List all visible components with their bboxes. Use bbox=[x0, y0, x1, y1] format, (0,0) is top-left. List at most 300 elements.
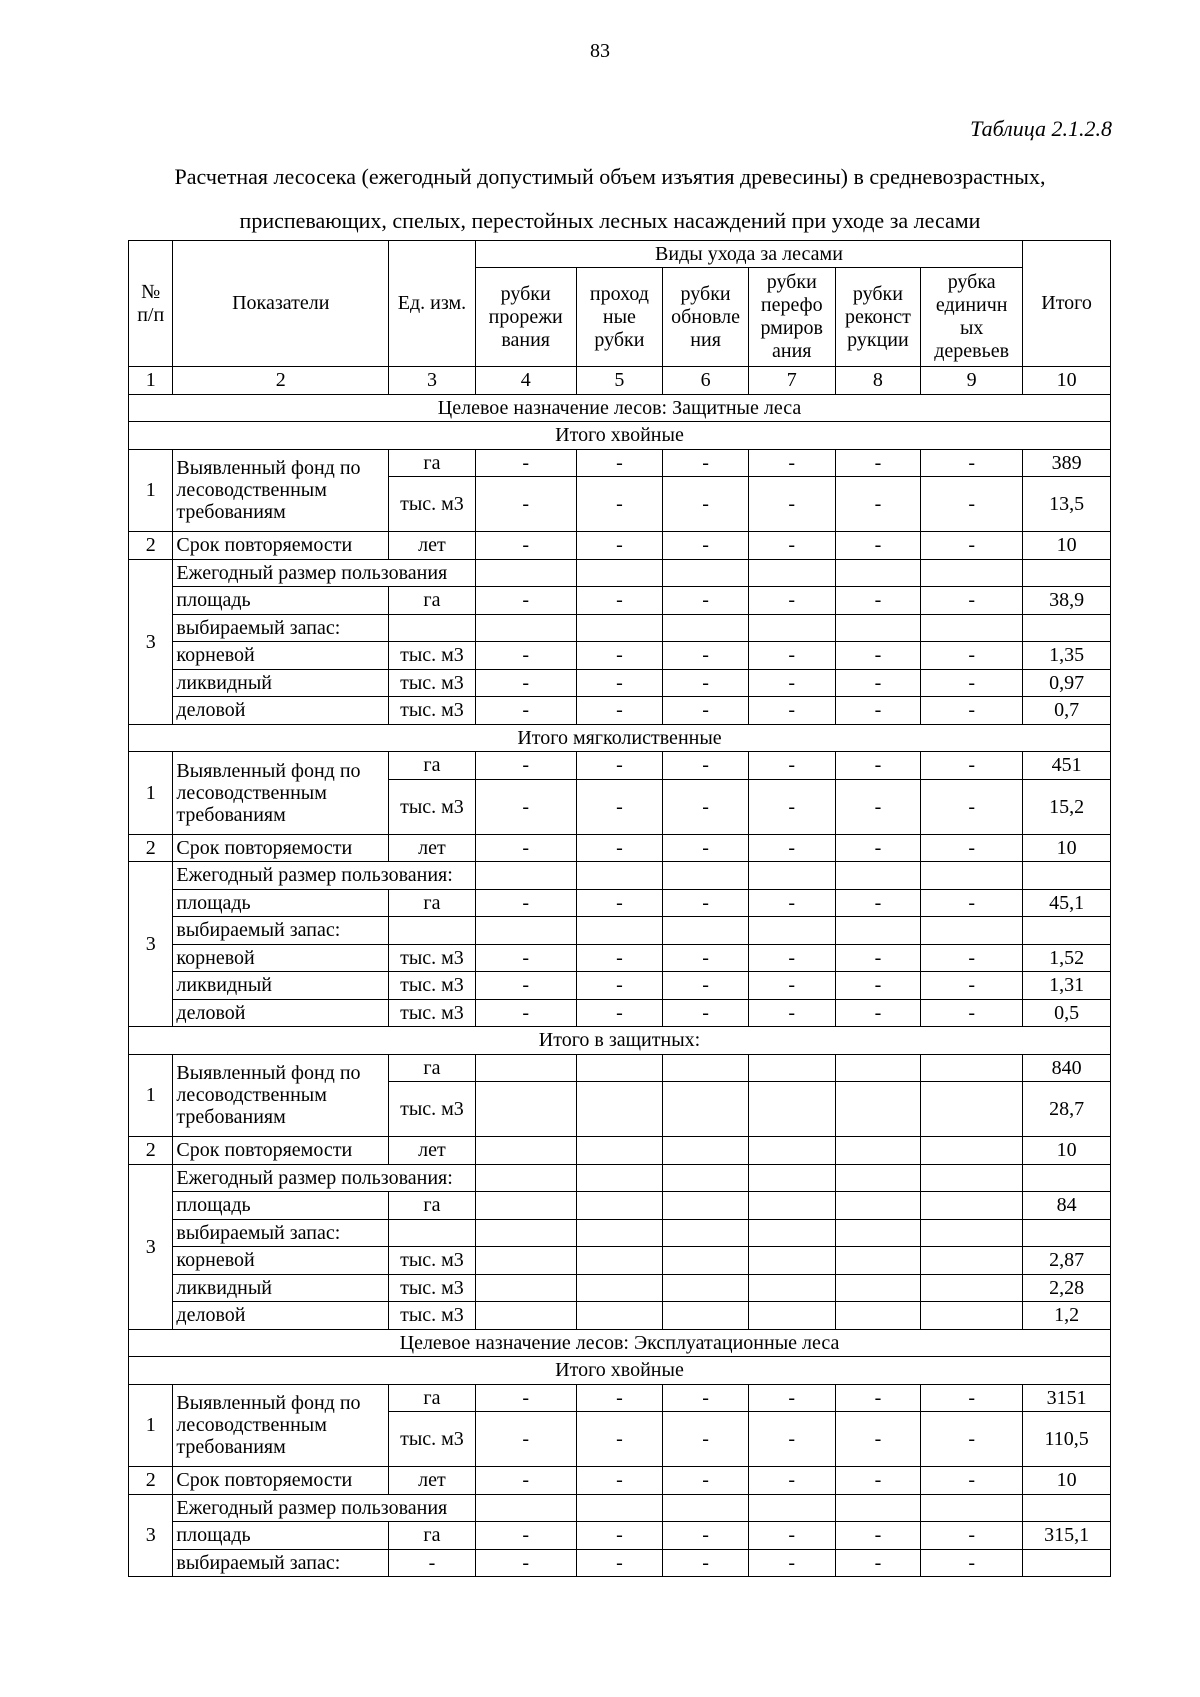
type-value-cell: - bbox=[835, 1467, 921, 1495]
type-value-cell bbox=[576, 1054, 663, 1082]
type-value-cell bbox=[576, 1274, 663, 1302]
empty-cell bbox=[835, 559, 921, 587]
table-row bbox=[129, 972, 1111, 1000]
type-value-cell: - bbox=[475, 834, 576, 862]
indicator-label: площадь bbox=[173, 1192, 389, 1220]
type-value-cell: - bbox=[475, 477, 576, 532]
unit-cell: га bbox=[389, 449, 476, 477]
type-value-cell: - bbox=[475, 532, 576, 560]
type-value-cell bbox=[921, 1082, 1023, 1137]
type-value-cell bbox=[748, 1247, 835, 1275]
empty-cell bbox=[576, 917, 663, 945]
type-value-cell bbox=[576, 1247, 663, 1275]
empty-cell bbox=[475, 1219, 576, 1247]
row-number: 2 bbox=[129, 1137, 173, 1165]
type-value-cell: - bbox=[576, 752, 663, 780]
type-value-cell bbox=[835, 1247, 921, 1275]
type-value-cell: - bbox=[576, 1384, 663, 1412]
section-title: Итого в защитных: bbox=[129, 1027, 1111, 1055]
type-value-cell: - bbox=[663, 477, 749, 532]
empty-cell bbox=[921, 1219, 1023, 1247]
indicator-label: корневой bbox=[173, 1247, 389, 1275]
type-value-cell: - bbox=[835, 999, 921, 1027]
type-value-cell: - bbox=[475, 999, 576, 1027]
table-row bbox=[129, 1219, 1111, 1247]
header-type-reformation: рубки перефо рмиров ания bbox=[748, 268, 835, 367]
empty-cell bbox=[748, 917, 835, 945]
header-type-passage: проход ные рубки bbox=[576, 268, 663, 367]
type-value-cell: - bbox=[921, 697, 1023, 725]
type-value-cell bbox=[475, 1247, 576, 1275]
type-value-cell: - bbox=[748, 972, 835, 1000]
empty-cell bbox=[663, 1494, 749, 1522]
type-value-cell bbox=[748, 1302, 835, 1330]
type-value-cell: - bbox=[921, 944, 1023, 972]
table-row bbox=[129, 944, 1111, 972]
type-value-cell: - bbox=[475, 889, 576, 917]
type-value-cell bbox=[835, 1302, 921, 1330]
type-value-cell: - bbox=[663, 752, 749, 780]
type-value-cell: - bbox=[748, 1522, 835, 1550]
type-value-cell: - bbox=[748, 449, 835, 477]
indicator-label: Выявленный фонд по лесоводственным требованиям bbox=[173, 752, 389, 835]
table-row bbox=[129, 1302, 1111, 1330]
type-value-cell: - bbox=[663, 697, 749, 725]
indicator-label: Выявленный фонд по лесоводственным требованиям bbox=[173, 1054, 389, 1137]
type-value-cell: - bbox=[663, 999, 749, 1027]
type-value-cell bbox=[921, 1274, 1023, 1302]
unit-cell: тыс. м3 bbox=[389, 944, 476, 972]
table-row bbox=[129, 862, 1111, 890]
type-value-cell: - bbox=[835, 1549, 921, 1577]
indicator-label: Ежегодный размер пользования bbox=[173, 559, 475, 587]
type-value-cell: - bbox=[663, 532, 749, 560]
indicator-label: выбираемый запас: bbox=[173, 1549, 389, 1577]
type-value-cell: - bbox=[576, 1522, 663, 1550]
header-num: № п/п bbox=[129, 241, 173, 367]
type-value-cell bbox=[663, 1192, 749, 1220]
empty-cell bbox=[835, 1494, 921, 1522]
section-row bbox=[129, 1329, 1111, 1357]
type-value-cell: - bbox=[663, 834, 749, 862]
unit-cell: лет bbox=[389, 1137, 476, 1165]
section-title: Целевое назначение лесов: Защитные леса bbox=[129, 394, 1111, 422]
type-value-cell bbox=[475, 1302, 576, 1330]
type-value-cell: - bbox=[663, 944, 749, 972]
type-value-cell: - bbox=[748, 779, 835, 834]
type-value-cell: - bbox=[576, 697, 663, 725]
table-row bbox=[129, 669, 1111, 697]
table-row bbox=[129, 889, 1111, 917]
row-number: 3 bbox=[129, 1164, 173, 1329]
type-value-cell bbox=[748, 1274, 835, 1302]
indicator-label: ликвидный bbox=[173, 1274, 389, 1302]
type-value-cell: - bbox=[835, 477, 921, 532]
allowable-cut-table bbox=[128, 240, 1111, 1577]
type-value-cell: - bbox=[748, 532, 835, 560]
indicator-label: Срок повторяемости bbox=[173, 532, 389, 560]
type-value-cell bbox=[663, 1302, 749, 1330]
header-indicators: Показатели bbox=[173, 241, 389, 367]
indicator-label: деловой bbox=[173, 999, 389, 1027]
page-number: 83 bbox=[590, 40, 610, 62]
row-number: 1 bbox=[129, 1054, 173, 1137]
row-number: 2 bbox=[129, 834, 173, 862]
column-number: 8 bbox=[835, 367, 921, 395]
type-value-cell: - bbox=[835, 779, 921, 834]
empty-cell bbox=[663, 1164, 749, 1192]
type-value-cell: - bbox=[663, 972, 749, 1000]
unit-cell: тыс. м3 bbox=[389, 1274, 476, 1302]
table-row bbox=[129, 1467, 1111, 1495]
type-value-cell: - bbox=[921, 532, 1023, 560]
table-row bbox=[129, 1549, 1111, 1577]
type-value-cell: - bbox=[921, 1412, 1023, 1467]
table-title-line-2: приспевающих, спелых, перестойных лесных насаждений при уходе за лесами bbox=[239, 208, 981, 233]
empty-cell bbox=[475, 862, 576, 890]
total-value: 389 bbox=[1023, 449, 1111, 477]
empty-cell bbox=[663, 917, 749, 945]
type-value-cell bbox=[576, 1192, 663, 1220]
type-value-cell: - bbox=[576, 1467, 663, 1495]
type-value-cell: - bbox=[475, 1467, 576, 1495]
total-value: 38,9 bbox=[1023, 587, 1111, 615]
type-value-cell bbox=[663, 1137, 749, 1165]
empty-cell bbox=[1023, 1219, 1111, 1247]
type-value-cell: - bbox=[748, 587, 835, 615]
type-value-cell: - bbox=[475, 1522, 576, 1550]
header-type-single-trees: рубка единичн ых деревьев bbox=[921, 268, 1023, 367]
type-value-cell: - bbox=[576, 449, 663, 477]
unit-cell: тыс. м3 bbox=[389, 477, 476, 532]
empty-cell bbox=[663, 559, 749, 587]
empty-cell bbox=[475, 1164, 576, 1192]
unit-cell: тыс. м3 bbox=[389, 642, 476, 670]
empty-cell bbox=[1023, 1549, 1111, 1577]
type-value-cell: - bbox=[835, 1412, 921, 1467]
unit-cell: га bbox=[389, 1192, 476, 1220]
type-value-cell: - bbox=[475, 1384, 576, 1412]
type-value-cell bbox=[835, 1082, 921, 1137]
unit-cell: тыс. м3 bbox=[389, 779, 476, 834]
total-value: 10 bbox=[1023, 834, 1111, 862]
empty-cell bbox=[389, 614, 476, 642]
empty-cell bbox=[663, 1219, 749, 1247]
total-value: 3151 bbox=[1023, 1384, 1111, 1412]
type-value-cell: - bbox=[663, 642, 749, 670]
type-value-cell bbox=[748, 1054, 835, 1082]
unit-cell: тыс. м3 bbox=[389, 1412, 476, 1467]
type-value-cell: - bbox=[835, 834, 921, 862]
unit-cell: га bbox=[389, 1522, 476, 1550]
table-row bbox=[129, 642, 1111, 670]
indicator-label: деловой bbox=[173, 1302, 389, 1330]
indicator-label: Выявленный фонд по лесоводственным требованиям bbox=[173, 1384, 389, 1467]
table-caption: Таблица 2.1.2.8 bbox=[970, 116, 1112, 141]
empty-cell bbox=[1023, 1164, 1111, 1192]
column-number: 6 bbox=[663, 367, 749, 395]
indicator-label: Ежегодный размер пользования: bbox=[173, 1164, 475, 1192]
total-value: 28,7 bbox=[1023, 1082, 1111, 1137]
type-value-cell: - bbox=[748, 669, 835, 697]
type-value-cell: - bbox=[663, 449, 749, 477]
type-value-cell bbox=[475, 1274, 576, 1302]
type-value-cell: - bbox=[748, 834, 835, 862]
table-row bbox=[129, 449, 1111, 477]
total-value: 0,97 bbox=[1023, 669, 1111, 697]
empty-cell bbox=[835, 1219, 921, 1247]
section-title: Итого хвойные bbox=[129, 1357, 1111, 1385]
column-numbers-row bbox=[129, 367, 1111, 395]
type-value-cell: - bbox=[921, 889, 1023, 917]
table-row bbox=[129, 1054, 1111, 1082]
indicator-label: Срок повторяемости bbox=[173, 1467, 389, 1495]
indicator-label: площадь bbox=[173, 587, 389, 615]
empty-cell bbox=[475, 559, 576, 587]
type-value-cell: - bbox=[835, 889, 921, 917]
indicator-label: Срок повторяемости bbox=[173, 1137, 389, 1165]
total-value: 1,35 bbox=[1023, 642, 1111, 670]
unit-cell: тыс. м3 bbox=[389, 1247, 476, 1275]
empty-cell bbox=[1023, 917, 1111, 945]
type-value-cell: - bbox=[576, 944, 663, 972]
total-value: 2,28 bbox=[1023, 1274, 1111, 1302]
type-value-cell: - bbox=[835, 669, 921, 697]
column-number: 7 bbox=[748, 367, 835, 395]
empty-cell bbox=[663, 614, 749, 642]
total-value: 45,1 bbox=[1023, 889, 1111, 917]
total-value: 1,52 bbox=[1023, 944, 1111, 972]
table-row bbox=[129, 834, 1111, 862]
type-value-cell: - bbox=[835, 1522, 921, 1550]
type-value-cell: - bbox=[921, 1384, 1023, 1412]
total-value: 10 bbox=[1023, 532, 1111, 560]
type-value-cell: - bbox=[475, 449, 576, 477]
section-row bbox=[129, 724, 1111, 752]
empty-cell bbox=[576, 862, 663, 890]
empty-cell bbox=[921, 862, 1023, 890]
indicator-label: выбираемый запас: bbox=[173, 917, 389, 945]
section-title: Итого хвойные bbox=[129, 422, 1111, 450]
empty-cell bbox=[748, 614, 835, 642]
unit-cell: тыс. м3 bbox=[389, 1082, 476, 1137]
header-care-types: Виды ухода за лесами bbox=[475, 241, 1022, 268]
type-value-cell: - bbox=[748, 999, 835, 1027]
column-number: 9 bbox=[921, 367, 1023, 395]
type-value-cell bbox=[835, 1274, 921, 1302]
indicator-label: корневой bbox=[173, 642, 389, 670]
header-type-thinning: рубки прорежи вания bbox=[475, 268, 576, 367]
empty-cell bbox=[921, 1494, 1023, 1522]
type-value-cell: - bbox=[835, 642, 921, 670]
type-value-cell: - bbox=[663, 889, 749, 917]
type-value-cell: - bbox=[835, 449, 921, 477]
type-value-cell: - bbox=[576, 972, 663, 1000]
type-value-cell: - bbox=[921, 752, 1023, 780]
table-title-line-1: Расчетная лесосека (ежегодный допустимый объем изъятия древесины) в средневозрастных, bbox=[174, 164, 1046, 189]
type-value-cell: - bbox=[576, 642, 663, 670]
indicator-label: выбираемый запас: bbox=[173, 614, 389, 642]
empty-cell bbox=[576, 559, 663, 587]
type-value-cell: - bbox=[921, 999, 1023, 1027]
type-value-cell: - bbox=[748, 1384, 835, 1412]
type-value-cell: - bbox=[576, 889, 663, 917]
empty-cell bbox=[921, 1164, 1023, 1192]
type-value-cell: - bbox=[748, 477, 835, 532]
empty-cell bbox=[475, 614, 576, 642]
table-row bbox=[129, 1164, 1111, 1192]
total-value: 315,1 bbox=[1023, 1522, 1111, 1550]
type-value-cell bbox=[576, 1137, 663, 1165]
unit-cell: лет bbox=[389, 834, 476, 862]
total-value: 2,87 bbox=[1023, 1247, 1111, 1275]
type-value-cell: - bbox=[663, 1412, 749, 1467]
section-row bbox=[129, 1027, 1111, 1055]
type-value-cell: - bbox=[921, 669, 1023, 697]
indicator-label: деловой bbox=[173, 697, 389, 725]
table-row bbox=[129, 614, 1111, 642]
type-value-cell: - bbox=[835, 752, 921, 780]
unit-cell: га bbox=[389, 1384, 476, 1412]
indicator-label: выбираемый запас: bbox=[173, 1219, 389, 1247]
unit-cell: га bbox=[389, 752, 476, 780]
type-value-cell: - bbox=[576, 999, 663, 1027]
type-value-cell: - bbox=[475, 752, 576, 780]
empty-cell bbox=[921, 614, 1023, 642]
type-value-cell: - bbox=[475, 944, 576, 972]
type-value-cell bbox=[835, 1137, 921, 1165]
table-title bbox=[110, 155, 1110, 243]
table-row bbox=[129, 1494, 1111, 1522]
empty-cell bbox=[835, 862, 921, 890]
type-value-cell: - bbox=[835, 972, 921, 1000]
indicator-label: ликвидный bbox=[173, 669, 389, 697]
type-value-cell: - bbox=[475, 669, 576, 697]
type-value-cell: - bbox=[921, 642, 1023, 670]
indicator-label: корневой bbox=[173, 944, 389, 972]
indicator-label: Ежегодный размер пользования bbox=[173, 1494, 475, 1522]
type-value-cell bbox=[475, 1192, 576, 1220]
table-row bbox=[129, 559, 1111, 587]
row-number: 2 bbox=[129, 1467, 173, 1495]
type-value-cell bbox=[921, 1054, 1023, 1082]
type-value-cell: - bbox=[475, 697, 576, 725]
type-value-cell: - bbox=[921, 834, 1023, 862]
type-value-cell bbox=[576, 1082, 663, 1137]
type-value-cell: - bbox=[663, 1384, 749, 1412]
empty-cell bbox=[921, 559, 1023, 587]
indicator-label: ликвидный bbox=[173, 972, 389, 1000]
row-number: 3 bbox=[129, 1494, 173, 1577]
unit-cell: лет bbox=[389, 1467, 476, 1495]
column-number: 4 bbox=[475, 367, 576, 395]
type-value-cell: - bbox=[475, 972, 576, 1000]
type-value-cell: - bbox=[475, 642, 576, 670]
empty-cell bbox=[576, 614, 663, 642]
type-value-cell: - bbox=[576, 587, 663, 615]
type-value-cell bbox=[475, 1054, 576, 1082]
type-value-cell bbox=[921, 1192, 1023, 1220]
type-value-cell: - bbox=[835, 532, 921, 560]
table-row bbox=[129, 532, 1111, 560]
table-row bbox=[129, 917, 1111, 945]
unit-cell: тыс. м3 bbox=[389, 697, 476, 725]
table-row bbox=[129, 1137, 1111, 1165]
unit-cell: га bbox=[389, 889, 476, 917]
table-row bbox=[129, 1384, 1111, 1412]
header-type-renewal: рубки обновле ния bbox=[663, 268, 749, 367]
type-value-cell: - bbox=[663, 669, 749, 697]
type-value-cell: - bbox=[475, 1412, 576, 1467]
row-number: 1 bbox=[129, 449, 173, 532]
unit-cell: лет bbox=[389, 532, 476, 560]
type-value-cell: - bbox=[748, 1467, 835, 1495]
empty-cell bbox=[835, 917, 921, 945]
row-number: 3 bbox=[129, 862, 173, 1027]
type-value-cell: - bbox=[663, 1467, 749, 1495]
empty-cell bbox=[1023, 559, 1111, 587]
column-number: 5 bbox=[576, 367, 663, 395]
section-row bbox=[129, 394, 1111, 422]
empty-cell bbox=[1023, 614, 1111, 642]
type-value-cell: - bbox=[576, 834, 663, 862]
type-value-cell: - bbox=[748, 642, 835, 670]
type-value-cell: - bbox=[663, 587, 749, 615]
table-row bbox=[129, 1522, 1111, 1550]
type-value-cell bbox=[576, 1302, 663, 1330]
type-value-cell: - bbox=[835, 587, 921, 615]
type-value-cell: - bbox=[921, 1522, 1023, 1550]
indicator-label: площадь bbox=[173, 889, 389, 917]
type-value-cell: - bbox=[921, 1549, 1023, 1577]
type-value-cell: - bbox=[921, 449, 1023, 477]
empty-cell bbox=[576, 1164, 663, 1192]
type-value-cell: - bbox=[576, 1549, 663, 1577]
table-row bbox=[129, 1192, 1111, 1220]
type-value-cell: - bbox=[835, 1384, 921, 1412]
header-total: Итого bbox=[1023, 241, 1111, 367]
unit-cell: тыс. м3 bbox=[389, 999, 476, 1027]
type-value-cell: - bbox=[475, 587, 576, 615]
type-value-cell: - bbox=[576, 1412, 663, 1467]
unit-cell: га bbox=[389, 1054, 476, 1082]
empty-cell bbox=[576, 1494, 663, 1522]
type-value-cell: - bbox=[663, 779, 749, 834]
type-value-cell: - bbox=[921, 477, 1023, 532]
total-value: 451 bbox=[1023, 752, 1111, 780]
indicator-label: Ежегодный размер пользования: bbox=[173, 862, 475, 890]
type-value-cell: - bbox=[663, 1549, 749, 1577]
type-value-cell: - bbox=[835, 944, 921, 972]
type-value-cell bbox=[921, 1302, 1023, 1330]
empty-cell bbox=[748, 862, 835, 890]
unit-cell: тыс. м3 bbox=[389, 669, 476, 697]
total-value: 0,5 bbox=[1023, 999, 1111, 1027]
total-value: 0,7 bbox=[1023, 697, 1111, 725]
header-type-reconstruction: рубки реконст рукции bbox=[835, 268, 921, 367]
type-value-cell: - bbox=[921, 587, 1023, 615]
empty-cell bbox=[748, 1164, 835, 1192]
type-value-cell: - bbox=[748, 1412, 835, 1467]
row-number: 1 bbox=[129, 1384, 173, 1467]
type-value-cell bbox=[835, 1054, 921, 1082]
table-row bbox=[129, 1247, 1111, 1275]
column-number: 3 bbox=[389, 367, 476, 395]
unit-cell: - bbox=[389, 1549, 476, 1577]
type-value-cell bbox=[663, 1247, 749, 1275]
header-row-1 bbox=[129, 241, 1111, 268]
type-value-cell: - bbox=[663, 1522, 749, 1550]
